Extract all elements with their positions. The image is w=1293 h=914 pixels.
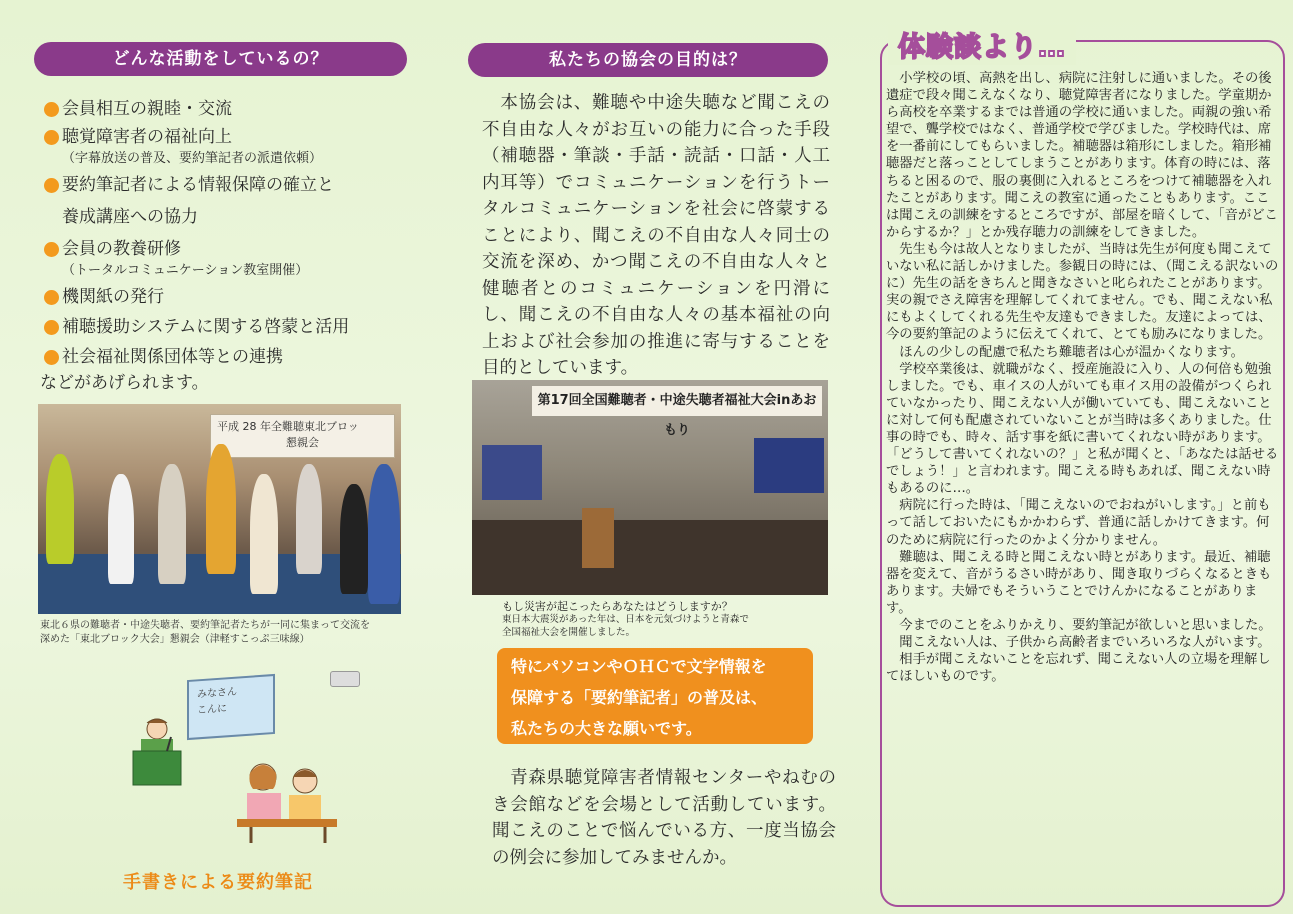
list-item: 機関紙の発行 xyxy=(44,284,424,310)
bullet-dot-icon xyxy=(44,242,59,257)
list-item-note: （字幕放送の普及、要約筆記者の派遣依頼） xyxy=(62,151,323,166)
experience-heading: 体験談より… xyxy=(888,25,1076,65)
bullet-dot-icon xyxy=(44,290,59,305)
paragraph: 学校卒業後は、就職がなく、授産施設に入り、人の何倍も勉強しました。でも、車イスの人がいても車イス用の設備がつくられていなかったり、聞こえない人が働いていても、聞こえないことに対して何も配慮されていないことが当時は多くありました。仕事の時でも、時々、話す事を紙に書いてくれない時があります。「どうして書いてくれないの？」と私が聞くと、「あなたは話せるでしょう！」と言われます。聞こえる時もあれば、聞こえない時もあるのに…。 xyxy=(886,361,1279,497)
party-caption: 東北６県の難聴者・中途失聴者、要約筆記者たちが一同に集まって交流を 深めた「東北ブロック大会」懇親会（津軽すこっぷ三味線） xyxy=(40,620,370,645)
paragraph: 先生も今は故人となりましたが、当時は先生が何度も聞こえていない私に話しかけました。参観日の時には、（聞こえる訳ないのに）先生の話をきちんと聞きなさいと叱られたことがあります。実の親でさえ障害を理解してくれてません。でも、聞こえない私にもよくしてくれる先生や友達もできました。友達によっては、今の要約筆記のように伝えてくれて、とても励みになりました。 xyxy=(886,241,1279,343)
list-item: 会員の教養研修 （トータルコミュニケーション教室開催） xyxy=(44,236,424,280)
audience-icon xyxy=(233,755,343,845)
paragraph: 聞こえない人は、子供から高齢者までいろいろな人がいます。 xyxy=(899,635,1271,651)
list-item: 会員相互の親睦・交流 xyxy=(44,96,424,122)
purpose-body: 本協会は、難聴や中途失聴など聞こえの不自由な人々がお互いの能力に合った手段（補聴器・筆談・手話・読話・口話・人工内耳等）でコミュニケーションを行うトータルコミュニケーションを社会に啓蒙することにより、聞こえの不自由な人々同士の交流を深め、かつ聞こえの不自由な人々と健聴者とのコミュニケーションを円滑にし、聞こえの不自由な人々の基本福祉の向上および社会参加の推進に寄与することを目的としています。 xyxy=(482,93,830,378)
list-item-note: （トータルコミュニケーション教室開催） xyxy=(62,263,309,278)
highlight-box: 特にパソコンやＯＨＣで文字情報を 保障する「要約筆記者」の普及は、 私たちの大きな願いです。 xyxy=(497,648,813,744)
paragraph: ほんの少しの配慮で私たち難聴者は心が温かくなります。 xyxy=(899,344,1244,360)
venue-body: 青森県聴覚障害者情報センターやねむのき会館などを会場として活動しています。聞こえのことで悩んでいる方、一度当協会の例会に参加してみませんか。 xyxy=(492,768,836,868)
bullet-dot-icon xyxy=(44,102,59,117)
convention-caption: もし災害が起こったらあなたはどうしますか？ 東日本大震災があった年は、日本を元気づけようと青森で 全国福祉大会を開催しました。 xyxy=(502,600,749,638)
speaker-icon xyxy=(127,717,187,787)
party-banner: 平成 28 年全難聴東北ブロッ 懇親会 xyxy=(210,414,395,458)
bullet-dot-icon xyxy=(44,350,59,365)
handwriting-label: 手書きによる要約筆記 xyxy=(123,872,313,893)
projection-screen: みなさん こんに xyxy=(187,674,275,740)
paragraph: 小学校の頃、高熱を出し、病院に注射しに通いました。その後遺症で段々聞こえなくなり、聴覚障害者になりました。学童期から高校を卒業するまでは普通の学校に通いました。両親の強い希望で、聾学校ではなく、普通学校で学びました。学校時代は、席を一番前にしてもらいました。補聴器は箱形にしました。箱形補聴器だと落っことしてしまうことがあります。体育の時には、落ちると困るので、服の裏側に入れるところをつけて補聴器を入れたことがあります。聞こえの教室に通ったこともあります。ここは聞こえの訓練をするところですが、部屋を暗くして、「音がどこからするか？」とか残存聴力の訓練をしてきました。 xyxy=(886,71,1278,240)
activity-list xyxy=(40,96,424,396)
list-item: 要約筆記者による情報保障の確立と xyxy=(44,172,424,198)
purpose-heading: 私たちの協会の目的は？ xyxy=(468,43,828,77)
bullet-dot-icon xyxy=(44,178,59,193)
column-experience xyxy=(872,0,1293,914)
experience-text xyxy=(886,70,1282,685)
paragraph: 今までのことをふりかえり、要約筆記が欲しいと思いました。 xyxy=(899,618,1272,633)
projector-icon xyxy=(330,671,360,687)
paragraph: 病院に行った時は、「聞こえないのでおねがいします。」と前もって話しておいたにもかかわらず、普通に話しかけてきます。何のために病院に行ったのかよく分かりません。 xyxy=(886,498,1271,548)
column-purpose xyxy=(460,0,835,914)
column-activities xyxy=(0,0,425,914)
summary-writing-illustration xyxy=(115,665,355,845)
activities-heading: どんな活動をしているの？ xyxy=(34,42,407,76)
list-item: 聴覚障害者の福祉向上 （字幕放送の普及、要約筆記者の派遣依頼） xyxy=(44,124,424,168)
list-item-continuation: 養成講座への協力 xyxy=(62,207,198,227)
list-item: 社会福祉関係団体等との連携 xyxy=(44,344,424,370)
party-photo xyxy=(38,404,401,614)
list-outro: などがあげられます。 xyxy=(40,373,209,393)
paragraph: 難聴は、聞こえる時と聞こえない時とがあります。最近、補聴器を変えて、音がうるさい時があり、聞き取りづらくなるときもあります。夫婦でもそういうことでけんかになることがあります。 xyxy=(886,549,1272,616)
convention-photo xyxy=(472,380,828,595)
convention-banner: 第17回全国難聴者・中途失聴者福祉大会inあおもり xyxy=(532,386,822,416)
paragraph: 相手が聞こえないことを忘れず、聞こえない人の立場を理解してほしいものです。 xyxy=(886,652,1271,685)
bullet-dot-icon xyxy=(44,130,59,145)
list-item: 補聴援助システムに関する啓蒙と活用 xyxy=(44,314,424,340)
bullet-dot-icon xyxy=(44,320,59,335)
